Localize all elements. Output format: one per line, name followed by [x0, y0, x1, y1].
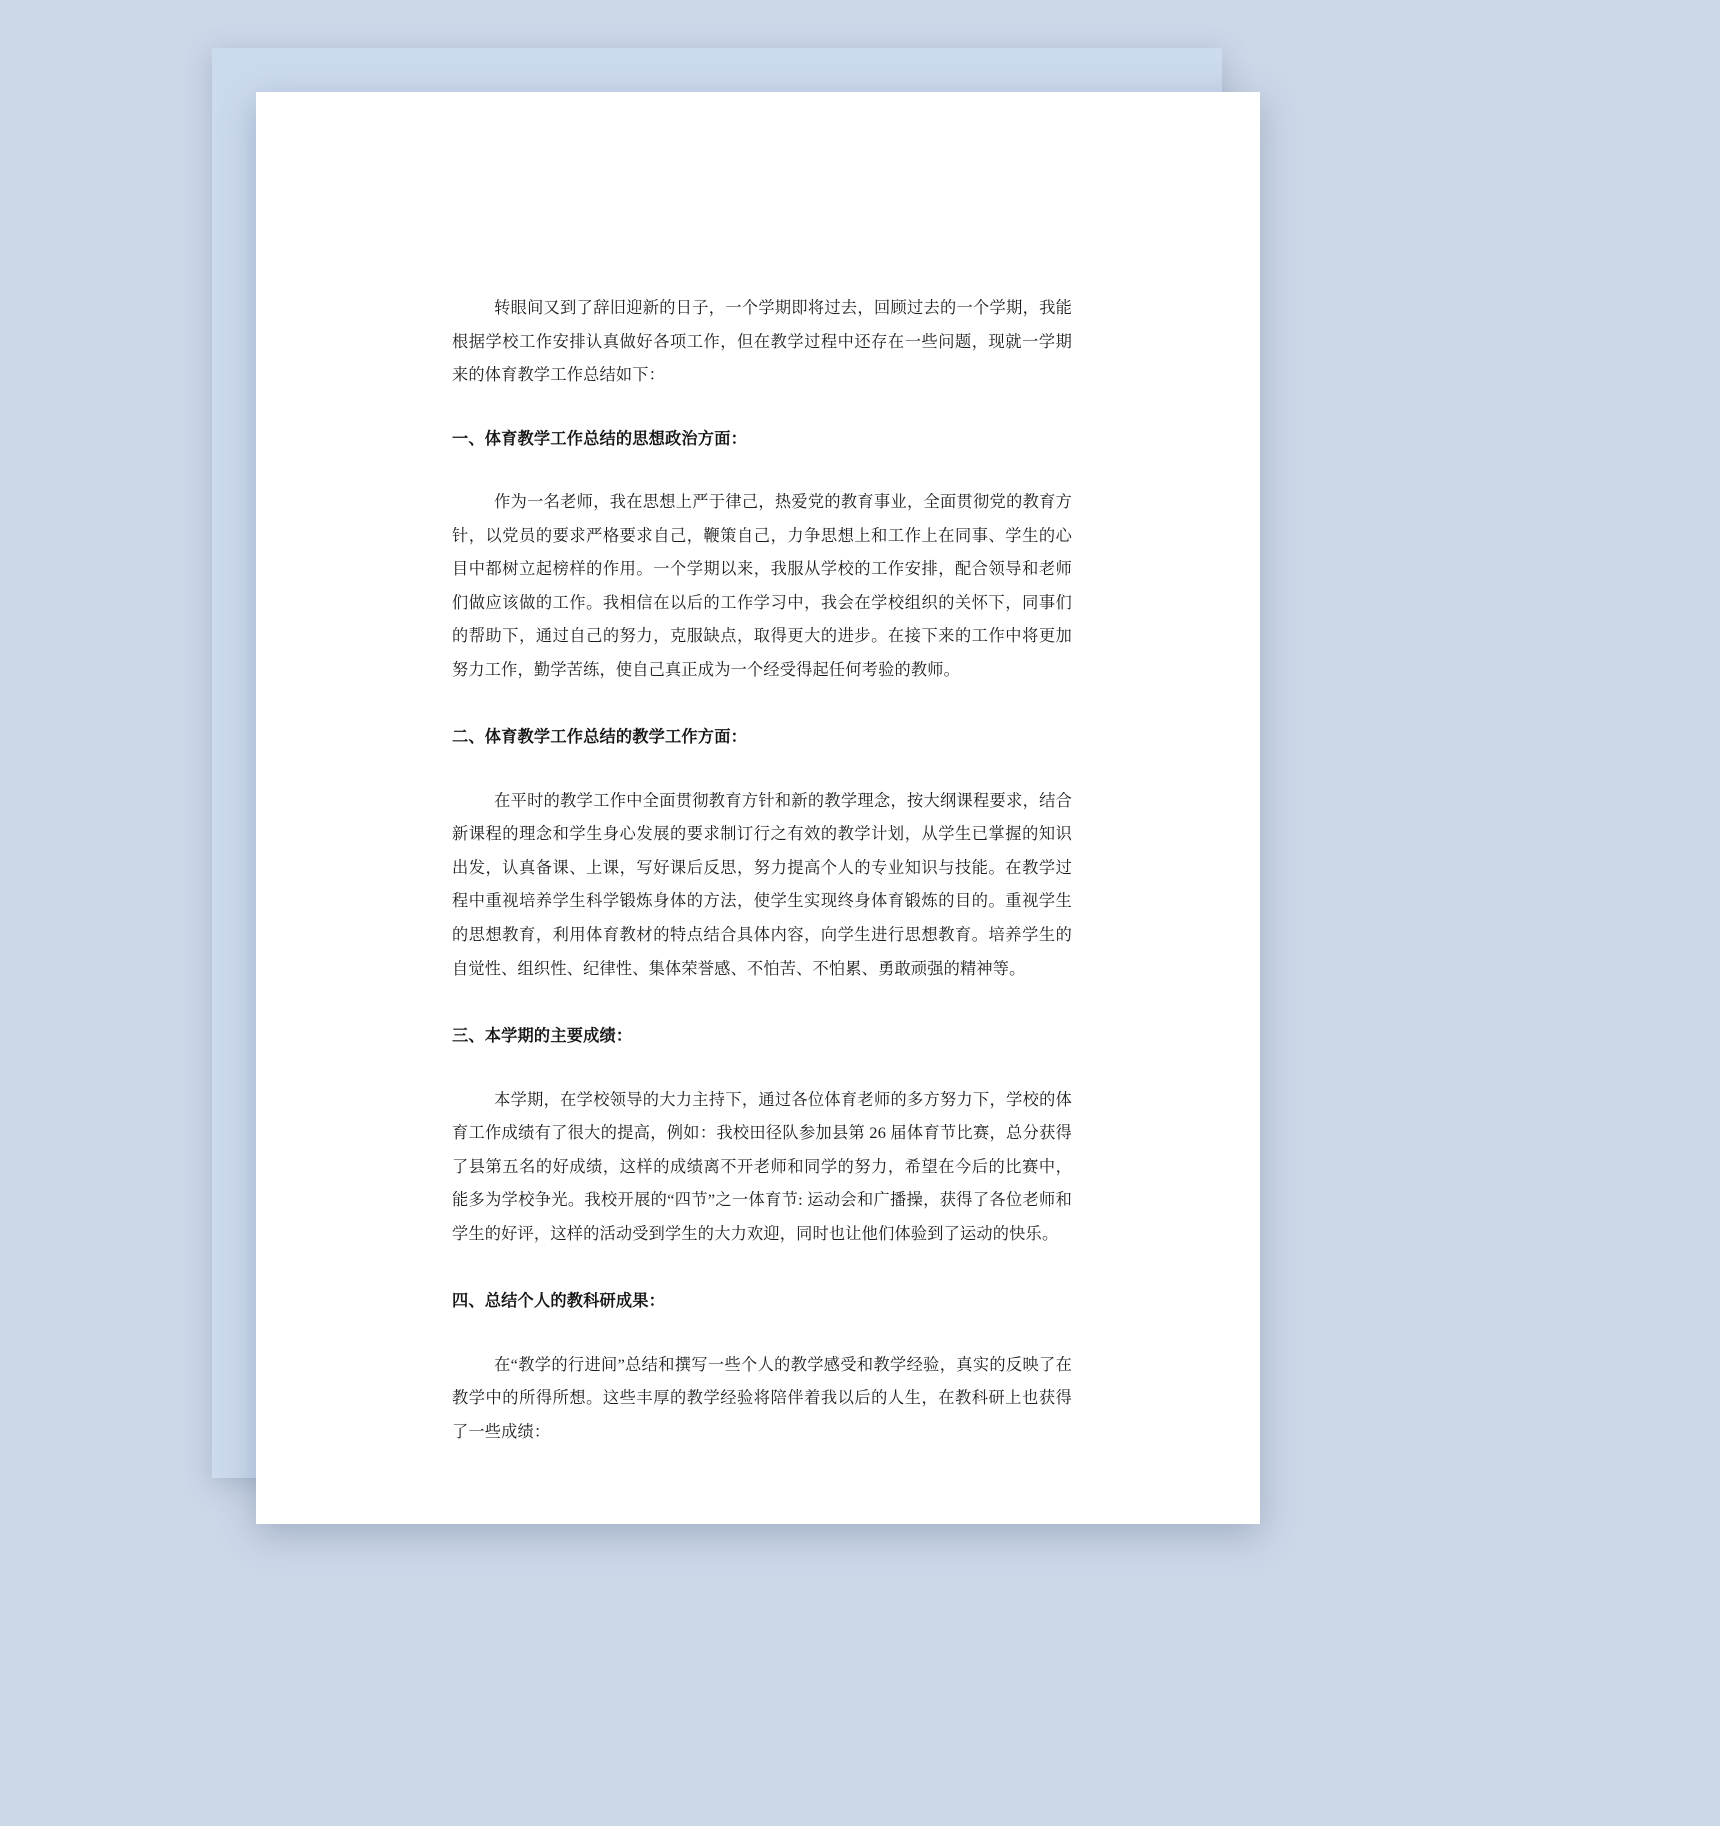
page-text-body	[452, 292, 1072, 1479]
section-heading-4: 四、总结个人的教科研成果：	[452, 1292, 666, 1311]
paragraph-section-3: 本学期，在学校领导的大力主持下，通过各位体育老师的多方努力下，学校的体育工作成绩有了很大的提高，例如：我校田径队参加县第 26 届体育节比赛，总分获得了县第五名的好成绩，这样的成绩离不开老师和同学的努力，希望在今后的比赛中，能多为学校争光。我校开展的“四节”之一体育节: 运动会和广播操，获得了各位老师和学生的好评，这样的活动受到学生的大力欢迎，同时也让他们体验到了运动的快乐。	[452, 1090, 1072, 1243]
section-heading-3: 三、本学期的主要成绩：	[452, 1027, 633, 1046]
document-page	[256, 92, 1260, 1524]
paragraph-intro: 转眼间又到了辞旧迎新的日子，一个学期即将过去，回顾过去的一个学期，我能根据学校工作安排认真做好各项工作，但在教学过程中还存在一些问题，现就一学期来的体育教学工作总结如下：	[452, 299, 1072, 385]
paragraph-section-4: 在“教学的行进间”总结和撰写一些个人的教学感受和教学经验，真实的反映了在教学中的所得所想。这些丰厚的教学经验将陪伴着我以后的人生，在教科研上也获得了一些成绩：	[452, 1355, 1072, 1441]
section-heading-1: 一、体育教学工作总结的思想政治方面：	[452, 429, 747, 448]
paragraph-section-1: 作为一名老师，我在思想上严于律己，热爱党的教育事业，全面贯彻党的教育方针，以党员的要求严格要求自己，鞭策自己，力争思想上和工作上在同事、学生的心目中都树立起榜样的作用。一个学期以来，我服从学校的工作安排，配合领导和老师们做应该做的工作。我相信在以后的工作学习中，我会在学校组织的关怀下，同事们的帮助下，通过自己的努力，克服缺点，取得更大的进步。在接下来的工作中将更加努力工作，勤学苦练，使自己真正成为一个经受得起任何考验的教师。	[452, 493, 1072, 679]
paragraph-section-2: 在平时的教学工作中全面贯彻教育方针和新的教学理念，按大纲课程要求，结合新课程的理念和学生身心发展的要求制订行之有效的教学计划，从学生已掌握的知识出发，认真备课、上课，写好课后反思，努力提高个人的专业知识与技能。在教学过程中重视培养学生科学锻炼身体的方法，使学生实现终身体育锻炼的目的。重视学生的思想教育，利用体育教材的特点结合具体内容，向学生进行思想教育。培养学生的自觉性、组织性、纪律性、集体荣誉感、不怕苦、不怕累、勇敢顽强的精神等。	[452, 791, 1072, 978]
section-heading-2: 二、体育教学工作总结的教学工作方面：	[452, 728, 747, 747]
